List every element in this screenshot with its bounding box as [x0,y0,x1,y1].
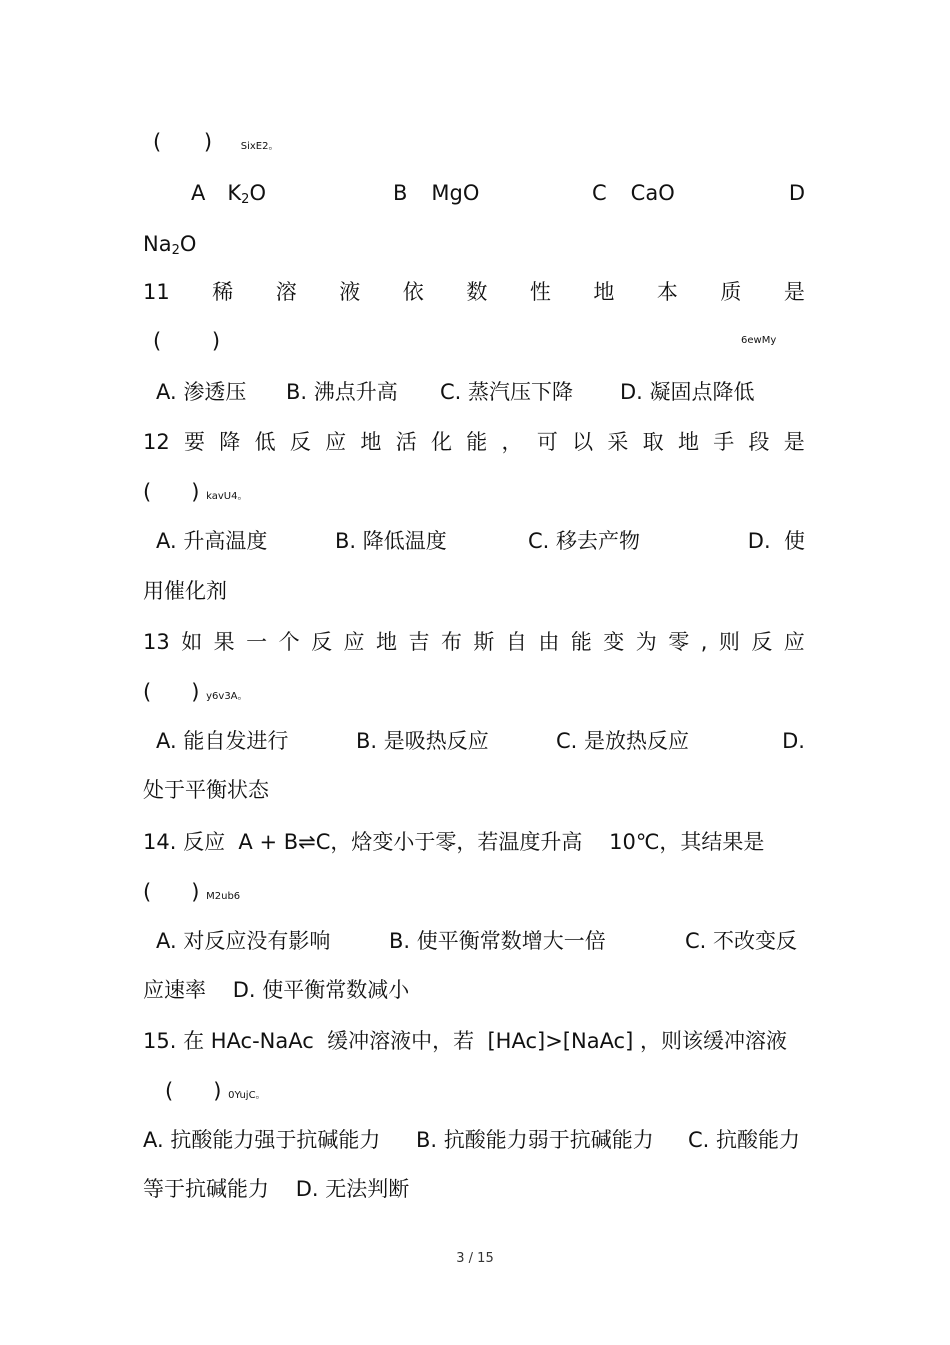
stem-char: 性 [529,280,551,304]
stem-char: 段 [748,430,770,454]
stem-char: 为 [635,630,657,654]
q13-stem [143,626,805,658]
stem-char: 果 [213,630,235,654]
option-c: C. 蒸汽压下降 [440,380,574,404]
stem-char: 活 [395,430,417,454]
q13-options [143,725,805,757]
option-b: B. 抗酸能力弱于抗碱能力 [416,1128,654,1152]
stem-char: 一 [246,630,268,654]
q10-options [143,177,805,209]
stem-char: 能 [570,630,592,654]
option-a: A $K_2O$ [191,181,266,207]
option-b: B. 使平衡常数增大一倍 [389,929,606,953]
option-a: A. 升高温度 [156,529,268,553]
stem-char: 手 [713,430,735,454]
q10-option-d-cont: $Na_2O$ [143,232,197,258]
q10-answer-line [143,126,805,158]
q11-stem [143,276,805,308]
code-tag: y6v3A。 [206,691,248,702]
option-b: B. 沸点升高 [286,380,398,404]
stem-char: 以 [572,430,594,454]
q12-options [143,525,805,557]
stem-char: 应 [343,630,365,654]
stem-char: 13 [143,630,170,654]
stem-char: 由 [538,630,560,654]
option-d: D. [782,729,805,753]
stem-char: 自 [505,630,527,654]
q13-answer-line [143,676,805,708]
stem-char: 11 [143,280,170,304]
option-a: A. 渗透压 [156,380,247,404]
stem-char: 应 [325,430,347,454]
stem-char: 地 [376,630,398,654]
stem-char: 则 [718,630,740,654]
stem-char: 依 [402,280,424,304]
option-d: D. 凝固点降低 [620,380,755,404]
stem-char: 本 [656,280,678,304]
stem-char: 个 [278,630,300,654]
stem-char: 化 [430,430,452,454]
option-a: A. 能自发进行 [156,729,289,753]
stem-char: 变 [603,630,625,654]
option-c: C. 移去产物 [528,529,641,553]
stem-char: 反 [751,630,773,654]
q14-options-cont: 应速率 D. 使平衡常数减小 [143,978,410,1002]
stem-char: 是 [783,280,805,304]
code-tag: kavU4。 [206,491,248,502]
stem-char: 12 [143,430,170,454]
stem-char: 质 [720,280,742,304]
answer-paren: ( ) [153,130,231,154]
option-c: C. 抗酸能力 [688,1128,801,1152]
stem-char: 零 [668,630,690,654]
option-c: C. 是放热反应 [556,729,690,753]
stem-char: ， [501,430,523,454]
q11-options [143,376,805,408]
stem-char: 吉 [408,630,430,654]
stem-char: 低 [254,430,276,454]
code-tag: 6ewMy [741,335,777,346]
answer-paren: ( ) [165,1079,222,1103]
option-b: B MgO [393,181,480,205]
stem-char: 反 [311,630,333,654]
stem-char: 要 [184,430,206,454]
stem-char: 斯 [473,630,495,654]
option-a: A. 对反应没有影响 [156,929,331,953]
option-b: B. 降低温度 [335,529,447,553]
option-b: B. 是吸热反应 [356,729,489,753]
code-tag: SixE2。 [240,141,279,152]
q12-option-d-cont: 用催化剂 [143,579,227,603]
q12-answer-line [143,476,805,508]
q14-options [143,925,805,957]
option-d: D [788,181,805,205]
stem-char: 反 [289,430,311,454]
q14-answer-line [143,876,805,908]
option-a: A. 抗酸能力强于抗碱能力 [143,1128,381,1152]
code-tag: 0YujC。 [228,1090,266,1101]
stem-char: 地 [593,280,615,304]
stem-char: 能 [466,430,488,454]
q13-option-d-cont: 处于平衡状态 [143,778,269,802]
stem-char: 如 [181,630,203,654]
stem-char: 稀 [212,280,234,304]
stem-char: 地 [677,430,699,454]
stem-char: 溶 [275,280,297,304]
stem-char: 应 [783,630,805,654]
q15-stem: 15. 在 HAc-NaAc 缓冲溶液中，若 [HAc]>[NaAc] ，则该缓冲溶液 [143,1029,787,1053]
answer-paren: ( ) [143,480,200,504]
code-tag: M2ub6 [206,891,241,902]
stem-char: 数 [466,280,488,304]
stem-char: 布 [440,630,462,654]
page-number: 3 / 15 [456,1251,494,1266]
q11-answer-line [143,325,805,357]
stem-char: 是 [783,430,805,454]
answer-paren: ( ) [143,880,200,904]
option-c: C CaO [592,181,675,205]
option-c: C. 不改变反 [685,929,798,953]
answer-paren: ( ) [143,680,200,704]
q15-options [143,1124,805,1156]
stem-char: 液 [339,280,361,304]
stem-char: 取 [642,430,664,454]
q14-stem: 14. 反应 A + B⇌C，焓变小于零，若温度升高 10℃，其结果是 [143,830,765,854]
q15-answer-line [143,1075,805,1107]
stem-char: 降 [219,430,241,454]
q12-stem [143,426,805,458]
stem-char: 地 [360,430,382,454]
answer-paren: ( ) [153,329,243,353]
option-d: D. 使 [747,529,805,553]
stem-char: , [700,630,708,654]
stem-char: 采 [607,430,629,454]
q15-options-cont: 等于抗碱能力 D. 无法判断 [143,1177,410,1201]
stem-char: 可 [536,430,558,454]
